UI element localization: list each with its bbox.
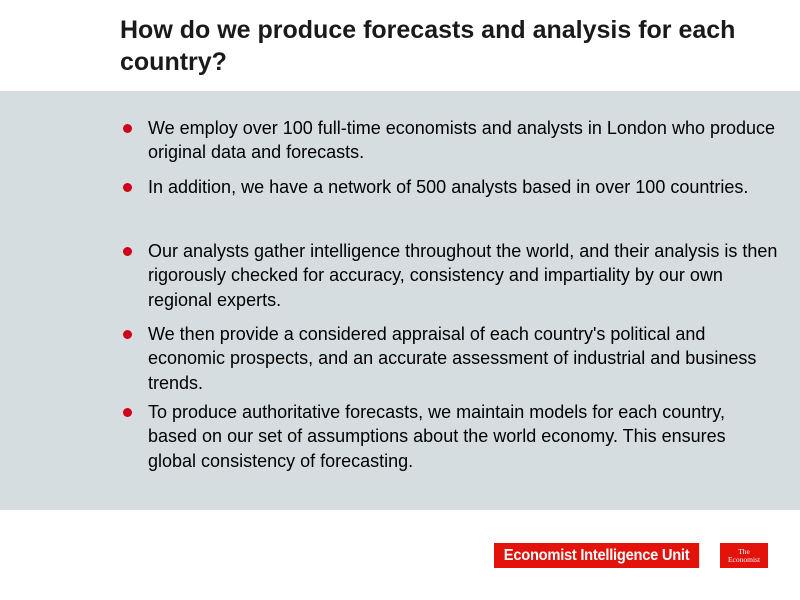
economist-logo-line2: Economist	[727, 554, 761, 564]
bullet-dot-icon	[123, 183, 132, 192]
list-item	[148, 116, 778, 165]
bullet-text: In addition, we have a network of 500 analysts based in over 100 countries.	[148, 177, 749, 197]
bullet-dot-icon	[123, 330, 132, 339]
bullet-text: Our analysts gather intelligence throughout the world, and their analysis is then rigorously checked for accuracy, consistency and impartiality by our own regional experts.	[148, 241, 778, 310]
slide-title: How do we produce forecasts and analysis for each country?	[120, 16, 736, 76]
list-item	[148, 175, 778, 199]
bullet-dot-icon	[123, 408, 132, 417]
eiu-logo	[494, 543, 768, 568]
list-item	[148, 239, 778, 312]
eiu-logo-text: Economist Intelligence Unit	[494, 543, 699, 568]
economist-logo	[720, 543, 768, 568]
content-panel	[0, 91, 800, 510]
bullet-dot-icon	[123, 124, 132, 133]
list-item	[148, 400, 778, 473]
bullet-text: We employ over 100 full-time economists and analysts in London who produce original data and forecasts.	[148, 118, 776, 163]
economist-logo-line1: The	[738, 546, 750, 556]
bullet-dot-icon	[123, 247, 132, 256]
bullet-text: We then provide a considered appraisal of each country's political and economic prospects, and an accurate assessment of industrial and business trends.	[148, 324, 757, 393]
list-item	[148, 322, 778, 395]
bullet-text: To produce authoritative forecasts, we maintain models for each country, based on our set of assumptions about the world economy. This ensures global consistency of forecasting.	[148, 402, 726, 471]
